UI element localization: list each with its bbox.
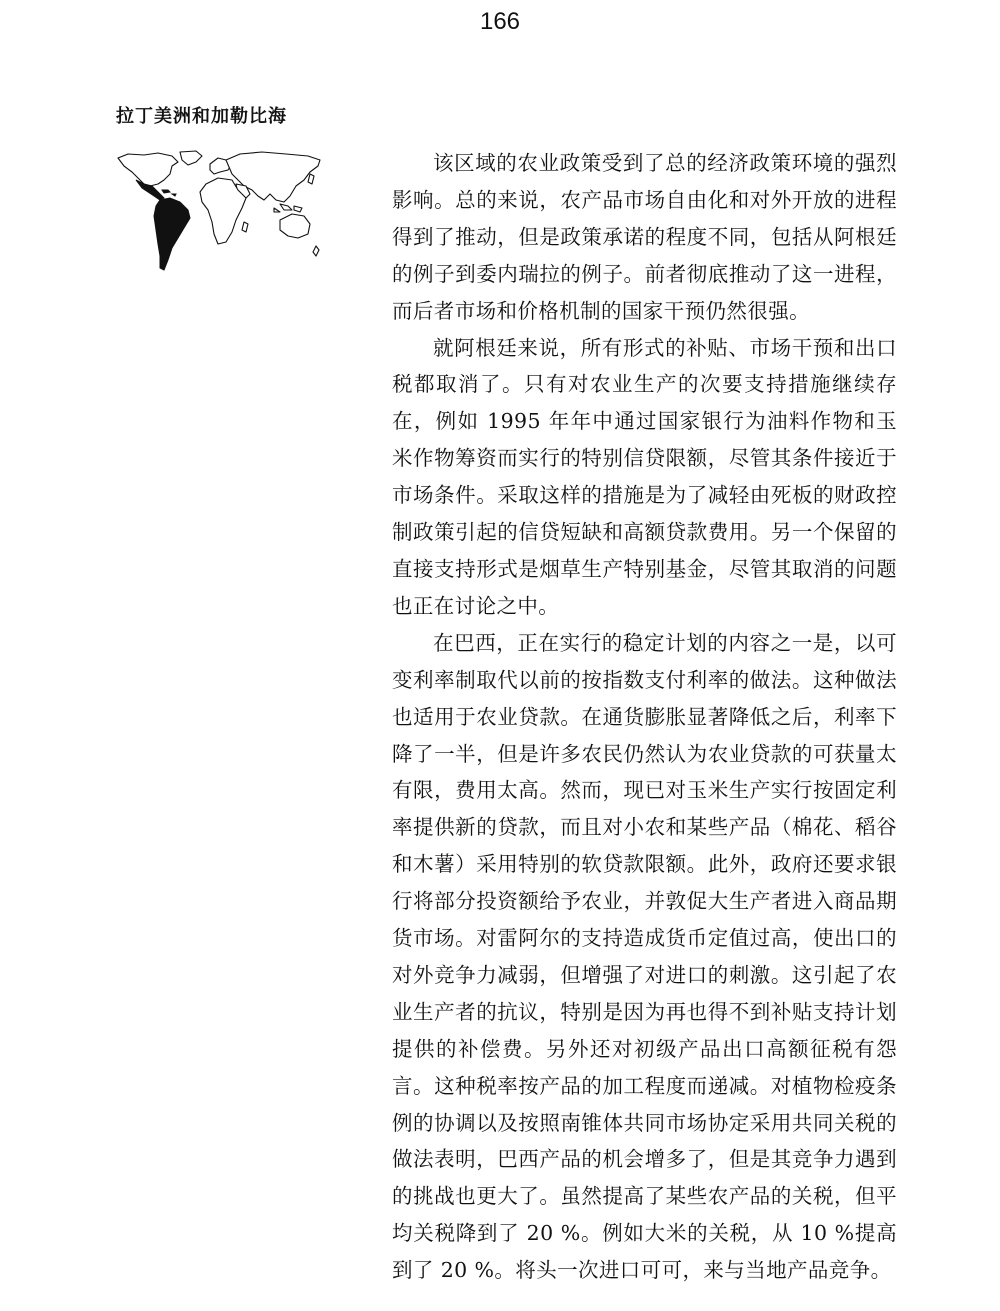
world-map-icon — [114, 150, 326, 274]
greenland-shape — [180, 151, 202, 165]
south-america-shape — [154, 198, 190, 270]
page-number: 166 — [479, 8, 521, 35]
islands-shape — [274, 204, 302, 212]
section-heading: 拉丁美洲和加勒比海 — [116, 106, 287, 127]
madagascar-shape — [242, 222, 248, 232]
north-america-shape — [118, 153, 178, 186]
caribbean-shape — [162, 190, 176, 196]
paragraph-3: 在巴西，正在实行的稳定计划的内容之一是，以可变利率制取代以前的按指数支付利率的做法。这种做法也适用于农业贷款。在通货膨胀显著降低之后，利率下降了一半，但是许多农民仍然认为农业贷款的可获量太有限，费用太高。然而，现已对玉米生产实行按固定利率提供新的贷款，而且对小农和某些产品（棉花、稻谷和木薯）采用特别的软贷款限额。此外，政府还要求银行将部分投资额给予农业，并敦促大生产者进入商品期货市场。对雷阿尔的支持造成货币定值过高，使出口的对外竞争力减弱，但增强了对进口的刺激。这引起了农业生产者的抗议，特别是因为再也得不到补贴支持计划提供的补偿费。另外还对初级产品出口高额征税有怨言。这种税率按产品的加工程度而递减。对植物检疫条例的协调以及按照南锥体共同市场协定采用共同关税的做法表明，巴西产品的机会增多了，但是其竞争力遇到的挑战也更大了。虽然提高了某些农产品的关税，但平均关税降到了 20 %。例如大米的关税，从 10 %提高到了 20 %。将头一次进口可可，来与当地产品竞争。 — [392, 630, 897, 1283]
paragraph-1: 该区域的农业政策受到了总的经济政策环境的强烈影响。总的来说，农产品市场自由化和对外开放的进程得到了推动，但是政策承诺的程度不同，包括从阿根廷的例子到委内瑞拉的例子。前者彻底推动了这一进程，而后者市场和价格机制的国家干预仍然很强。 — [392, 151, 897, 323]
japan-shape — [308, 174, 314, 184]
paragraph-2: 就阿根廷来说，所有形式的补贴、市场干预和出口税都取消了。只有对农业生产的次要支持措施继续存在，例如 1995 年年中通过国家银行为油料作物和玉米作物筹资而实行的特别信贷限额，尽管其条件接近于市场条件。采取这样的措施是为了减轻由死板的财政控制政策引起的信贷短缺和高额贷款费用。另一个保留的直接支持形式是烟草生产特别基金，尽管其取消的问题也正在讨论之中。 — [392, 335, 897, 618]
new-zealand-shape — [313, 246, 319, 256]
australia-shape — [280, 214, 310, 238]
body-text — [392, 145, 897, 1289]
